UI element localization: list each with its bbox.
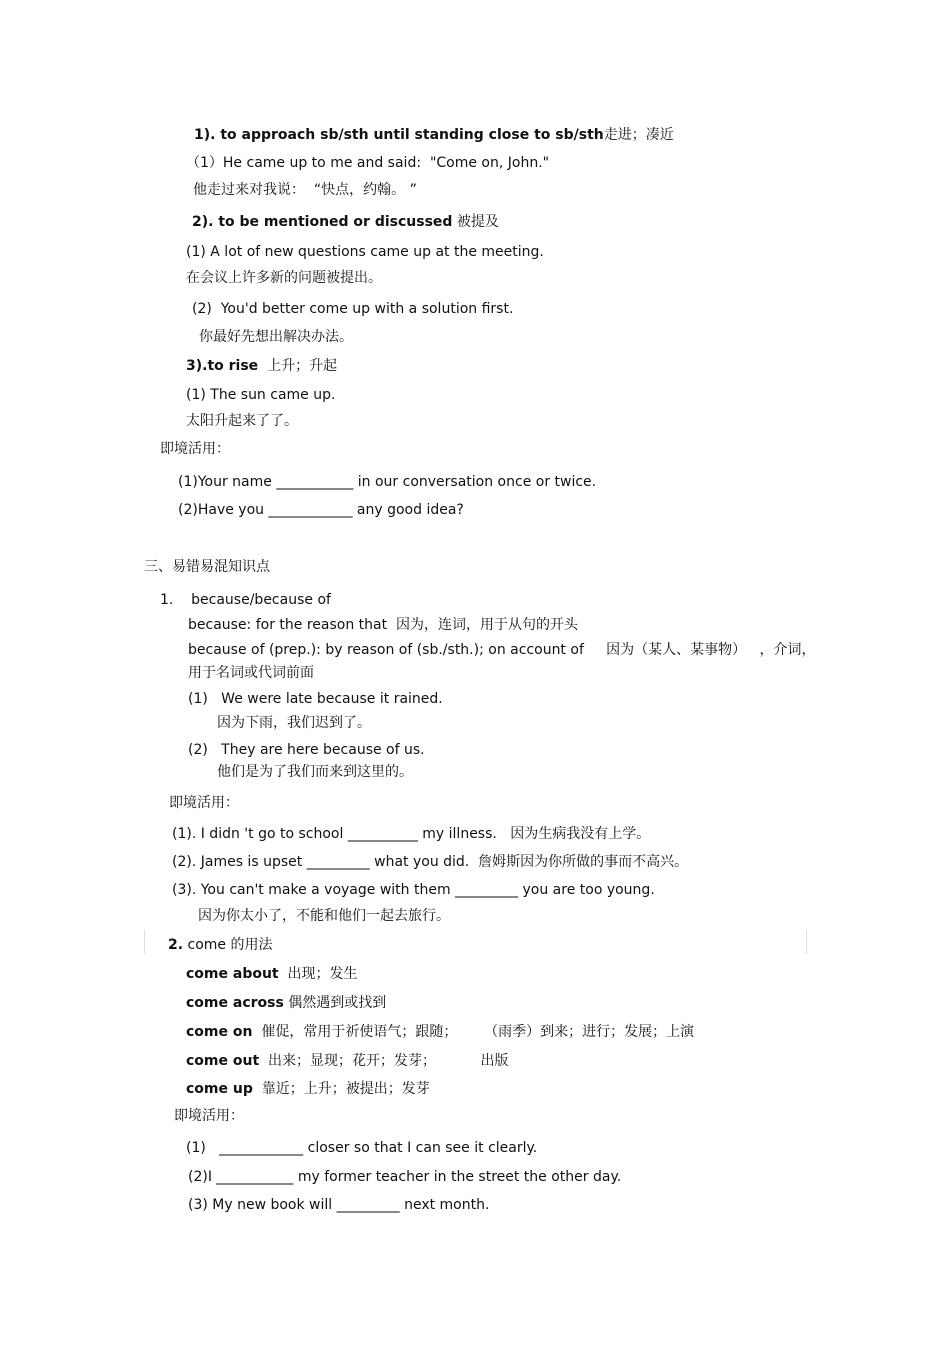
practice-item: (2)I ___________ my former teacher in the street the other day. — [188, 1169, 622, 1185]
sense3-heading-en: 3).to rise — [186, 358, 259, 374]
phrase-term: come up — [186, 1081, 253, 1097]
phrase-row — [186, 1080, 430, 1098]
sense2-example1-cn: 在会议上许多新的问题被提出。 — [186, 270, 382, 286]
item1-example2-en: (2) They are here because of us. — [188, 742, 425, 758]
phrase-meaning: 偶然遇到或找到 — [283, 995, 387, 1011]
item1-definition-cont: 用于名词或代词前面 — [188, 665, 314, 681]
sense2-example2-en: (2) You'd better come up with a solution first. — [192, 301, 514, 317]
practice-label: 即境活用： — [174, 1108, 244, 1124]
margin-rule-right — [806, 930, 807, 954]
sense1-example-cn: 他走过来对我说： “快点，约翰。 ” — [193, 182, 417, 198]
item1-example1-cn: 因为下雨，我们迟到了。 — [217, 715, 371, 731]
phrase-term: come out — [186, 1053, 260, 1069]
sense3-heading-cn: 上升；升起 — [267, 358, 338, 374]
sense2-example2-cn: 你最好先想出解决办法。 — [199, 329, 353, 345]
phrase-term: come across — [186, 995, 284, 1011]
item2-title-text: come 的用法 — [183, 937, 273, 953]
item1-example1-en: (1) We were late because it rained. — [188, 691, 443, 707]
phrase-meaning: 催促，常用于祈使语气；跟随； （雨季）到来；进行；发展；上演 — [252, 1024, 695, 1040]
sense1-example-en: （1）He came up to me and said: "Come on, John." — [186, 155, 550, 171]
sense2-heading — [192, 213, 499, 231]
practice-item: (3) My new book will _________ next month. — [188, 1197, 490, 1213]
practice-item: (3). You can't make a voyage with them _________ you are too young. — [172, 882, 655, 898]
margin-rule-left — [144, 930, 145, 954]
item2-title-number: 2. — [168, 937, 184, 953]
item1-definition-because-of: because of (prep.): by reason of (sb./sth.); on account of 因为（某人、某事物） ，介词， — [188, 642, 816, 658]
sense3-heading — [186, 357, 337, 375]
sense2-heading-en: 2). to be mentioned or discussed — [192, 214, 453, 230]
sense1-heading — [194, 126, 674, 144]
item1-definition-because: because: for the reason that 因为，连词，用于从句的开头 — [188, 617, 579, 633]
sense3-example-cn: 太阳升起来了了。 — [186, 413, 298, 429]
practice-label: 即境活用： — [169, 795, 239, 811]
practice-item-cn: 因为你太小了，不能和他们一起去旅行。 — [198, 908, 450, 924]
sense1-heading-en: 1). to approach sb/sth until standing close to sb/sth — [194, 127, 604, 143]
phrase-meaning: 出来；显现；花开；发芽； 出版 — [259, 1053, 509, 1069]
phrase-row — [186, 965, 358, 983]
practice-item: (2). James is upset _________ what you did. 詹姆斯因为你所做的事而不高兴。 — [172, 854, 689, 870]
phrase-meaning: 靠近；上升；被提出；发芽 — [252, 1081, 430, 1097]
item1-example2-cn: 他们是为了我们而来到这里的。 — [217, 764, 413, 780]
phrase-term: come about — [186, 966, 279, 982]
phrase-row — [186, 1052, 509, 1070]
practice-item: (1)Your name ___________ in our conversation once or twice. — [178, 474, 597, 490]
section-heading: 三、易错易混知识点 — [144, 559, 270, 575]
sense3-example-en: (1) The sun came up. — [186, 387, 336, 403]
practice-item: (2)Have you ____________ any good idea? — [178, 502, 464, 518]
item1-title: 1. because/because of — [160, 592, 331, 608]
phrase-term: come on — [186, 1024, 253, 1040]
practice-label: 即境活用： — [160, 441, 230, 457]
practice-item: (1). I didn 't go to school __________ my illness. 因为生病我没有上学。 — [172, 826, 651, 842]
sense1-heading-cn: 走进；凑近 — [603, 127, 674, 143]
phrase-meaning: 出现；发生 — [278, 966, 358, 982]
sense2-heading-cn: 被提及 — [456, 214, 499, 230]
sense2-example1-en: (1) A lot of new questions came up at the meeting. — [186, 244, 544, 260]
item2-title — [168, 936, 272, 954]
phrase-row — [186, 994, 386, 1012]
practice-item: (1) ____________ closer so that I can see it clearly. — [186, 1140, 538, 1156]
phrase-row — [186, 1023, 694, 1041]
